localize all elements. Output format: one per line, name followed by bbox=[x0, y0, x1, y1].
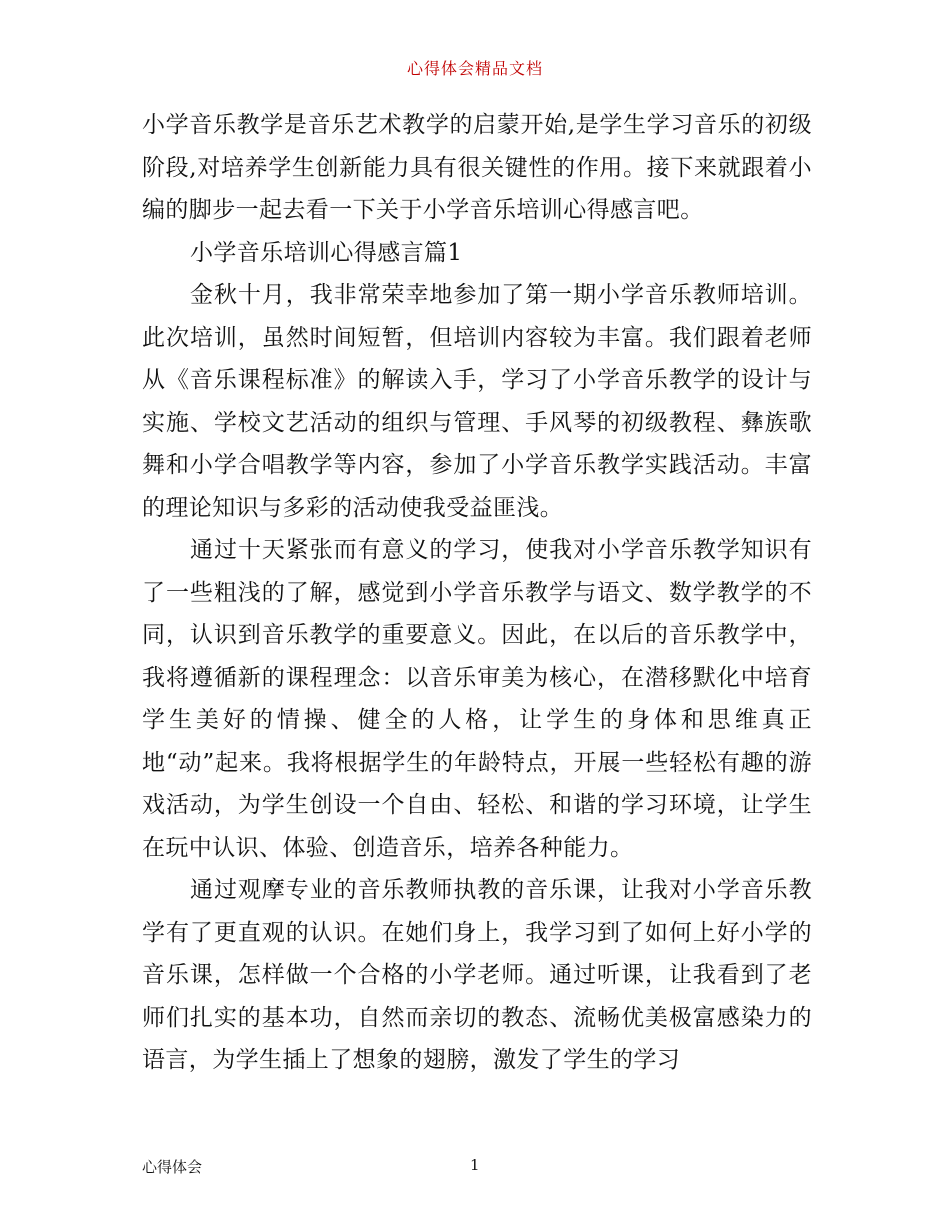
intro-paragraph: 小学音乐教学是音乐艺术教学的启蒙开始,是学生学习音乐的初级阶段,对培养学生创新能力具有很关键性的作用。接下来就跟着小编的脚步一起去看一下关于小学音乐培训心得感言吧。 bbox=[142, 112, 812, 223]
page-number: 1 bbox=[470, 1156, 480, 1174]
page-header-title: 心得体会精品文档 bbox=[406, 59, 543, 78]
section-title: 小学音乐培训心得感言篇1 bbox=[190, 239, 463, 266]
document-body bbox=[142, 104, 812, 1082]
body-paragraph-2: 通过十天紧张而有意义的学习，使我对小学音乐教学知识有了一些粗浅的了解，感觉到小学音乐教学与语文、数学教学的不同，认识到音乐教学的重要意义。因此，在以后的音乐教学中，我将遵循新的课程理念：以音乐审美为核心，在潜移默化中培育学生美好的情操、健全的人格，让学生的身体和思维真正地“动”起来。我将根据学生的年龄特点，开展一些轻松有趣的游戏活动，为学生创设一个自由、轻松、和谐的学习环境，让学生在玩中认识、体验、创造音乐，培养各种能力。 bbox=[142, 537, 812, 861]
body-paragraph-3: 通过观摩专业的音乐教师执教的音乐课，让我对小学音乐教学有了更直观的认识。在她们身上，我学习到了如何上好小学的音乐课，怎样做一个合格的小学老师。通过听课，让我看到了老师们扎实的基本功，自然而亲切的教态、流畅优美极富感染力的语言，为学生插上了想象的翅膀，激发了学生的学习 bbox=[142, 877, 812, 1073]
footer-label: 心得体会 bbox=[142, 1158, 203, 1176]
body-paragraph-1: 金秋十月，我非常荣幸地参加了第一期小学音乐教师培训。此次培训，虽然时间短暂，但培训内容较为丰富。我们跟着老师从《音乐课程标准》的解读入手，学习了小学音乐教学的设计与实施、学校文艺活动的组织与管理、手风琴的初级教程、彝族歌舞和小学合唱教学等内容，参加了小学音乐教学实践活动。丰富的理论知识与多彩的活动使我受益匪浅。 bbox=[142, 282, 812, 521]
